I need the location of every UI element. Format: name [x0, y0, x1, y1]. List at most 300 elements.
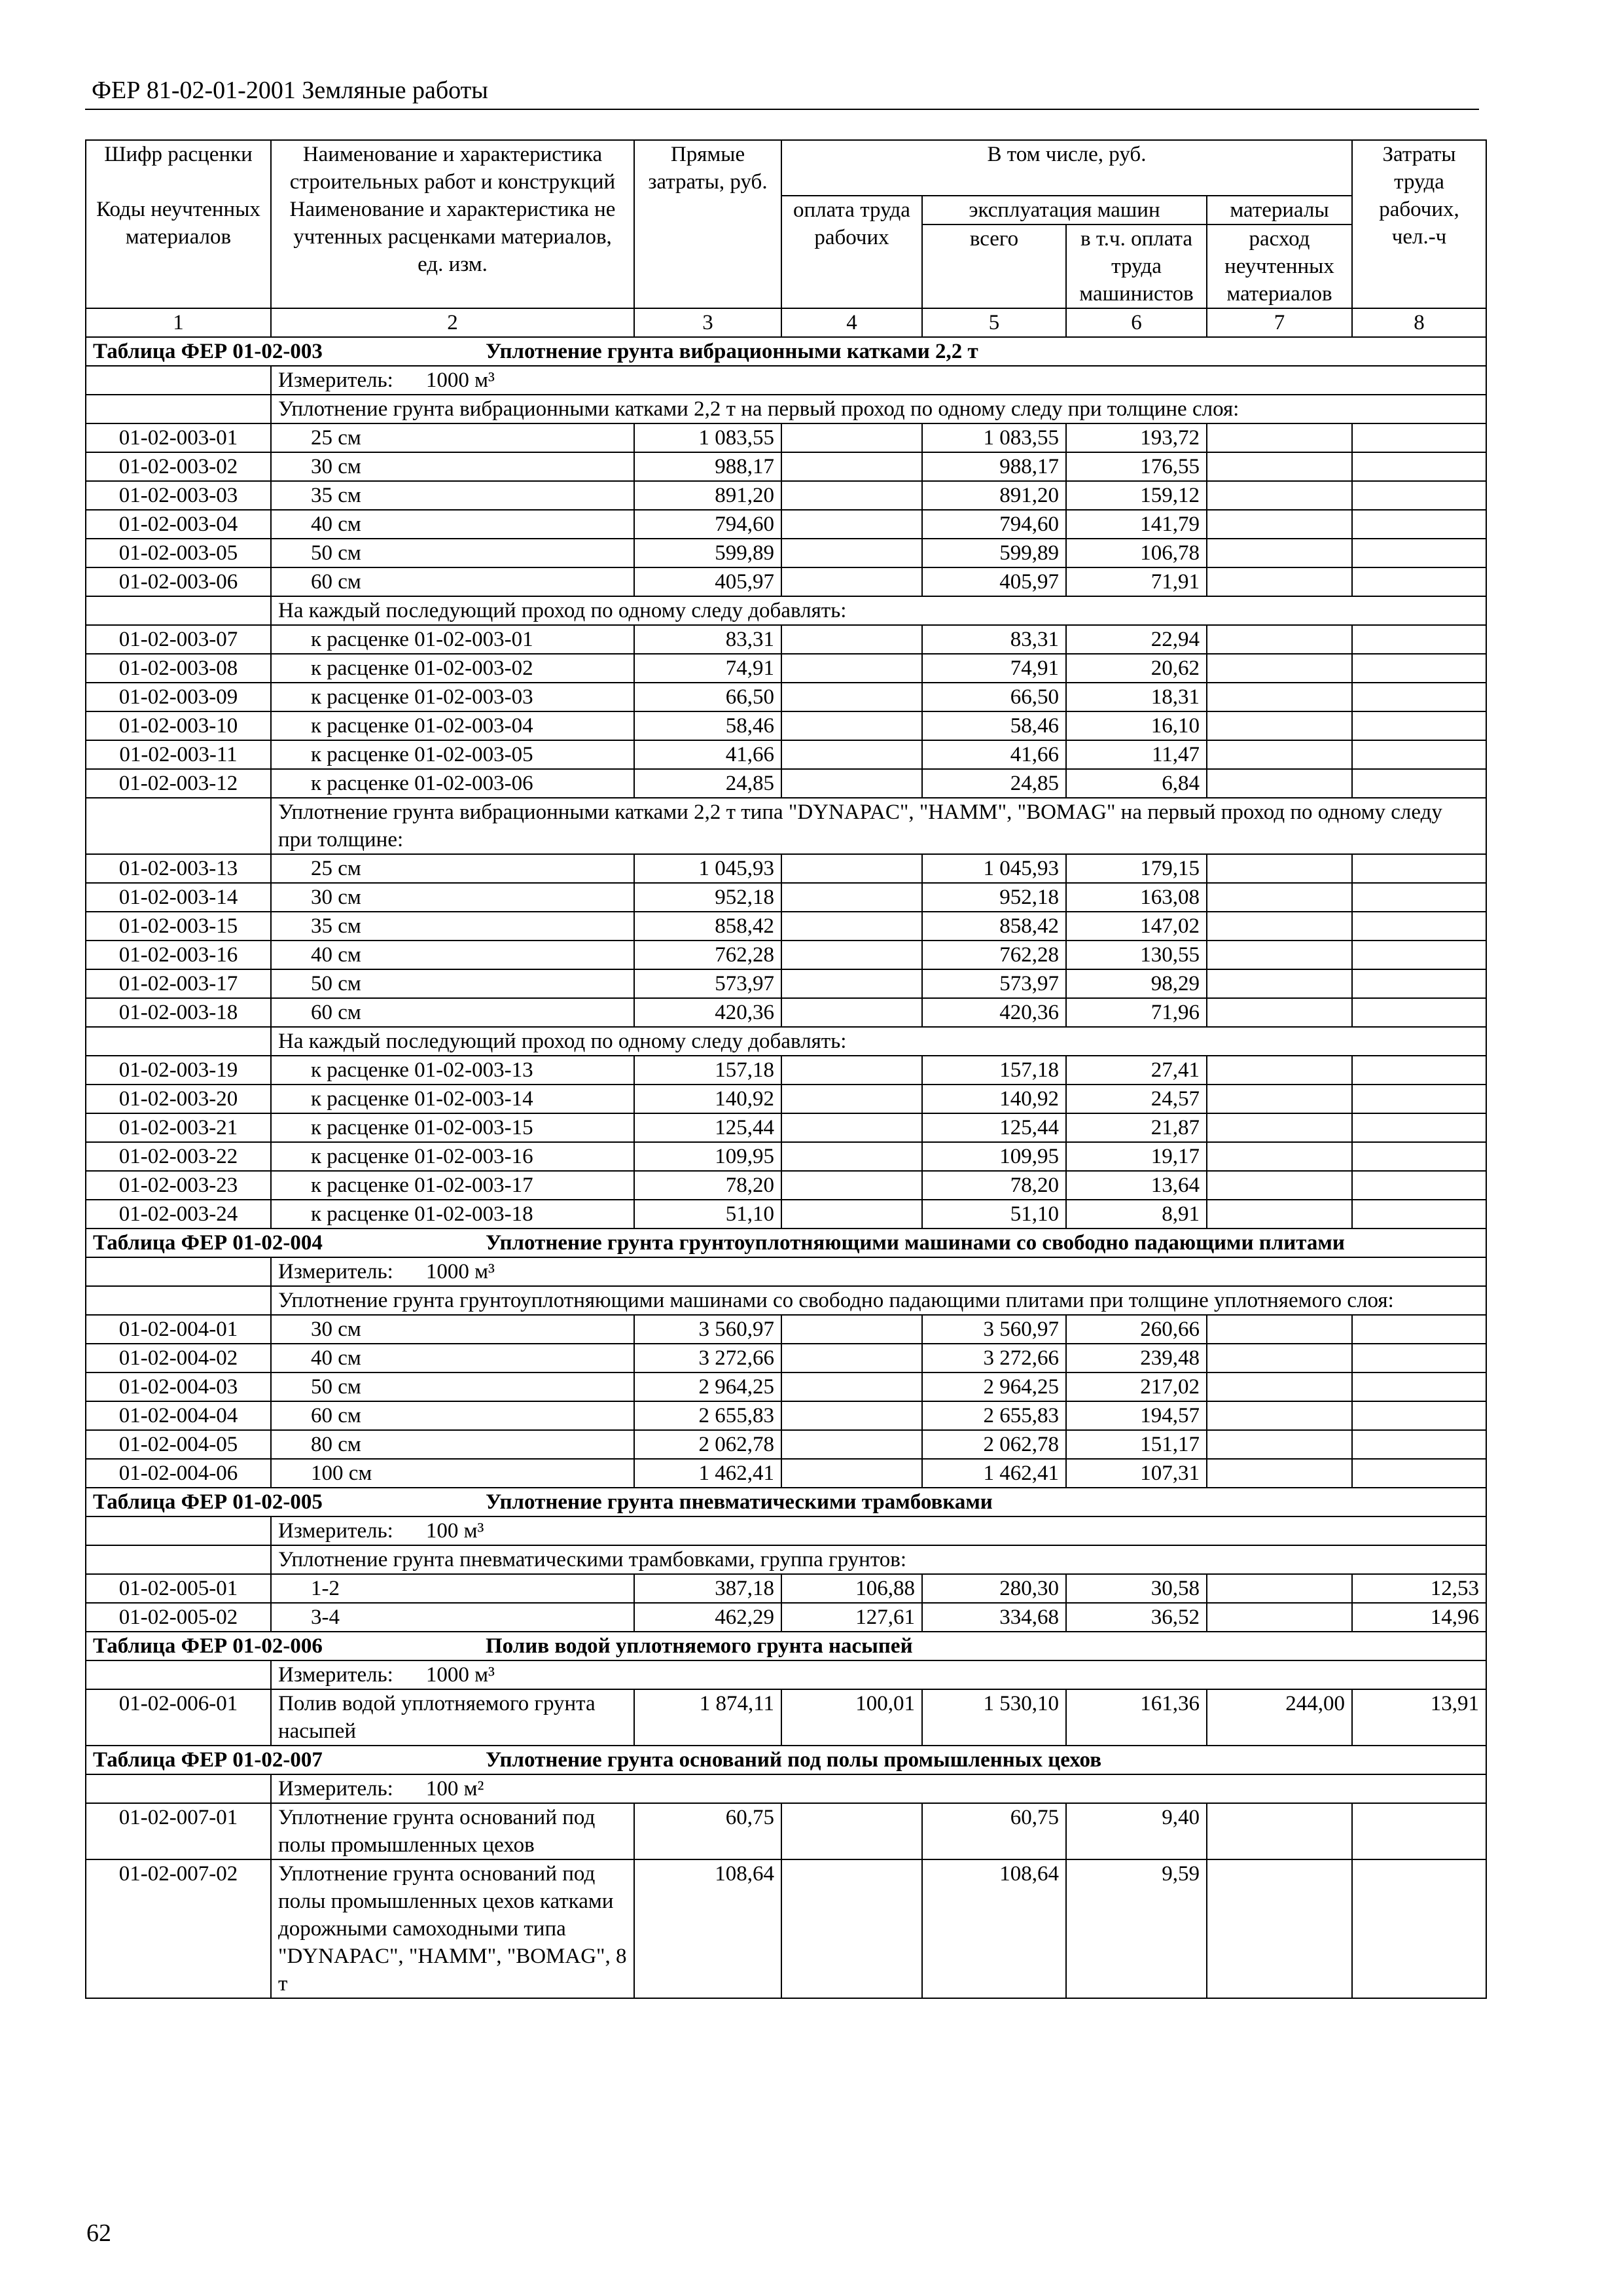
empty-cell — [86, 596, 271, 625]
value-cell-c7 — [1207, 1056, 1352, 1085]
rate-code: 01-02-007-01 — [86, 1803, 271, 1859]
value-cell-c8 — [1352, 740, 1486, 769]
rate-name: к расценке 01-02-003-06 — [271, 769, 634, 798]
value-cell-c3: 140,92 — [634, 1085, 781, 1113]
value-cell-c6: 161,36 — [1066, 1689, 1207, 1746]
rate-code: 01-02-003-10 — [86, 711, 271, 740]
value-cell-c7 — [1207, 1142, 1352, 1171]
empty-cell — [86, 1545, 271, 1574]
table-row — [86, 1344, 1486, 1372]
value-cell-c8: 14,96 — [1352, 1603, 1486, 1632]
value-cell-c7 — [1207, 1372, 1352, 1401]
value-cell-c3: 109,95 — [634, 1142, 781, 1171]
measure-unit — [271, 1660, 1486, 1689]
value-cell-c7 — [1207, 941, 1352, 969]
value-cell-c8 — [1352, 1459, 1486, 1488]
value-cell-c3: 891,20 — [634, 481, 781, 510]
rate-name: 25 см — [271, 423, 634, 452]
value-cell-c4 — [781, 1344, 922, 1372]
value-cell-c7 — [1207, 1603, 1352, 1632]
value-cell-c5: 599,89 — [922, 539, 1066, 567]
value-cell-c6: 11,47 — [1066, 740, 1207, 769]
value-cell-c3: 2 655,83 — [634, 1401, 781, 1430]
header-kody: Коды неучтенных материалов — [86, 196, 271, 308]
rate-code: 01-02-003-24 — [86, 1200, 271, 1229]
rate-name: 40 см — [271, 941, 634, 969]
value-cell-c7 — [1207, 1085, 1352, 1113]
group-caption-row — [86, 1027, 1486, 1056]
value-cell-c7 — [1207, 539, 1352, 567]
rate-name: к расценке 01-02-003-18 — [271, 1200, 634, 1229]
table-row — [86, 539, 1486, 567]
column-number: 4 — [781, 308, 922, 337]
value-cell-c8 — [1352, 1372, 1486, 1401]
section-title — [86, 1632, 1486, 1660]
value-cell-c6: 8,91 — [1066, 1200, 1207, 1229]
value-cell-c3: 66,50 — [634, 683, 781, 711]
value-cell-c7 — [1207, 625, 1352, 654]
value-cell-c6: 9,59 — [1066, 1859, 1207, 1998]
value-cell-c4 — [781, 769, 922, 798]
value-cell-c8 — [1352, 423, 1486, 452]
header-row-2 — [86, 196, 1486, 224]
header-v-tom-chisle: В том числе, руб. — [781, 140, 1352, 196]
value-cell-c8 — [1352, 1430, 1486, 1459]
value-cell-c5: 573,97 — [922, 969, 1066, 998]
table-row — [86, 769, 1486, 798]
value-cell-c8 — [1352, 854, 1486, 883]
value-cell-c6: 106,78 — [1066, 539, 1207, 567]
header-rashod: расход неучтенных материалов — [1207, 224, 1352, 308]
value-cell-c4 — [781, 1401, 922, 1430]
value-cell-c5: 51,10 — [922, 1200, 1066, 1229]
measure-label: Измеритель: — [278, 1777, 393, 1801]
rate-code: 01-02-003-23 — [86, 1171, 271, 1200]
value-cell-c4 — [781, 1200, 922, 1229]
table-row — [86, 1459, 1486, 1488]
rate-code: 01-02-003-01 — [86, 423, 271, 452]
empty-cell — [86, 366, 271, 395]
header-zatraty: Затраты труда рабочих, чел.-ч — [1352, 140, 1486, 308]
value-cell-c7 — [1207, 711, 1352, 740]
value-cell-c3: 762,28 — [634, 941, 781, 969]
column-number: 2 — [271, 308, 634, 337]
value-cell-c3: 74,91 — [634, 654, 781, 683]
value-cell-c3: 1 083,55 — [634, 423, 781, 452]
group-caption: На каждый последующий проход по одному следу добавлять: — [271, 1027, 1486, 1056]
rate-name: 40 см — [271, 1344, 634, 1372]
value-cell-c3: 60,75 — [634, 1803, 781, 1859]
value-cell-c4 — [781, 1142, 922, 1171]
section-table-code: Таблица ФЕР 01-02-003 — [93, 340, 323, 363]
value-cell-c5: 83,31 — [922, 625, 1066, 654]
value-cell-c3: 599,89 — [634, 539, 781, 567]
value-cell-c6: 130,55 — [1066, 941, 1207, 969]
value-cell-c7 — [1207, 481, 1352, 510]
value-cell-c8 — [1352, 1142, 1486, 1171]
section-title-row — [86, 1488, 1486, 1516]
value-cell-c8 — [1352, 539, 1486, 567]
value-cell-c7 — [1207, 1171, 1352, 1200]
table-row — [86, 941, 1486, 969]
section-title — [86, 1488, 1486, 1516]
rate-name: 60 см — [271, 998, 634, 1027]
value-cell-c4: 106,88 — [781, 1574, 922, 1603]
group-caption-row — [86, 596, 1486, 625]
value-cell-c8 — [1352, 452, 1486, 481]
value-cell-c6: 163,08 — [1066, 883, 1207, 912]
rate-code: 01-02-006-01 — [86, 1689, 271, 1746]
value-cell-c5: 140,92 — [922, 1085, 1066, 1113]
header-naim2: Наименование и характеристика не учтенных расценками материалов, ед. изм. — [271, 196, 634, 308]
rate-code: 01-02-003-03 — [86, 481, 271, 510]
rate-code: 01-02-004-03 — [86, 1372, 271, 1401]
value-cell-c3: 78,20 — [634, 1171, 781, 1200]
rate-code: 01-02-004-01 — [86, 1315, 271, 1344]
value-cell-c3: 988,17 — [634, 452, 781, 481]
value-cell-c5: 2 964,25 — [922, 1372, 1066, 1401]
rate-code: 01-02-003-07 — [86, 625, 271, 654]
value-cell-c6: 141,79 — [1066, 510, 1207, 539]
value-cell-c3: 125,44 — [634, 1113, 781, 1142]
value-cell-c8 — [1352, 625, 1486, 654]
header-shifr: Шифр расценки — [86, 140, 271, 196]
value-cell-c7 — [1207, 969, 1352, 998]
table-row — [86, 1372, 1486, 1401]
value-cell-c5: 280,30 — [922, 1574, 1066, 1603]
value-cell-c5: 334,68 — [922, 1603, 1066, 1632]
value-cell-c6: 179,15 — [1066, 854, 1207, 883]
measure-label: Измеритель: — [278, 1260, 393, 1283]
rate-code: 01-02-003-13 — [86, 854, 271, 883]
value-cell-c7 — [1207, 1459, 1352, 1488]
section-table-code: Таблица ФЕР 01-02-007 — [93, 1748, 323, 1772]
value-cell-c7 — [1207, 1401, 1352, 1430]
value-cell-c3: 157,18 — [634, 1056, 781, 1085]
header-vsego: всего — [922, 224, 1066, 308]
rate-name: к расценке 01-02-003-16 — [271, 1142, 634, 1171]
value-cell-c4 — [781, 481, 922, 510]
value-cell-c3: 573,97 — [634, 969, 781, 998]
table-row — [86, 1056, 1486, 1085]
value-cell-c5: 109,95 — [922, 1142, 1066, 1171]
table-row — [86, 625, 1486, 654]
section-title-row — [86, 1746, 1486, 1774]
value-cell-c4 — [781, 941, 922, 969]
value-cell-c4: 100,01 — [781, 1689, 922, 1746]
column-number: 1 — [86, 308, 271, 337]
rate-name: 35 см — [271, 912, 634, 941]
value-cell-c3: 1 874,11 — [634, 1689, 781, 1746]
value-cell-c6: 22,94 — [1066, 625, 1207, 654]
rate-code: 01-02-003-06 — [86, 567, 271, 596]
value-cell-c4 — [781, 1372, 922, 1401]
value-cell-c3: 3 560,97 — [634, 1315, 781, 1344]
empty-cell — [86, 1027, 271, 1056]
rate-code: 01-02-003-02 — [86, 452, 271, 481]
value-cell-c6: 71,96 — [1066, 998, 1207, 1027]
value-cell-c7 — [1207, 423, 1352, 452]
value-cell-c3: 24,85 — [634, 769, 781, 798]
table-row — [86, 1574, 1486, 1603]
value-cell-c5: 1 462,41 — [922, 1459, 1066, 1488]
value-cell-c3: 3 272,66 — [634, 1344, 781, 1372]
value-cell-c5: 58,46 — [922, 711, 1066, 740]
rate-code: 01-02-003-16 — [86, 941, 271, 969]
value-cell-c5: 125,44 — [922, 1113, 1066, 1142]
value-cell-c3: 51,10 — [634, 1200, 781, 1229]
value-cell-c8 — [1352, 1315, 1486, 1344]
value-cell-c5: 2 655,83 — [922, 1401, 1066, 1430]
measure-label: Измеритель: — [278, 1519, 393, 1543]
page-number: 62 — [86, 2219, 111, 2247]
rate-name: 30 см — [271, 452, 634, 481]
value-cell-c8: 12,53 — [1352, 1574, 1486, 1603]
value-cell-c7 — [1207, 912, 1352, 941]
rate-code: 01-02-003-20 — [86, 1085, 271, 1113]
value-cell-c5: 762,28 — [922, 941, 1066, 969]
value-cell-c8 — [1352, 1859, 1486, 1998]
rate-name: к расценке 01-02-003-05 — [271, 740, 634, 769]
value-cell-c5: 74,91 — [922, 654, 1066, 683]
value-cell-c6: 36,52 — [1066, 1603, 1207, 1632]
table-row — [86, 452, 1486, 481]
rate-name: к расценке 01-02-003-02 — [271, 654, 634, 683]
empty-cell — [86, 1286, 271, 1315]
value-cell-c6: 27,41 — [1066, 1056, 1207, 1085]
rate-code: 01-02-003-15 — [86, 912, 271, 941]
value-cell-c6: 24,57 — [1066, 1085, 1207, 1113]
section-title — [86, 1229, 1486, 1257]
measure-unit — [271, 1516, 1486, 1545]
measure-unit-row — [86, 1516, 1486, 1545]
value-cell-c4 — [781, 1803, 922, 1859]
value-cell-c8 — [1352, 567, 1486, 596]
table-row — [86, 1085, 1486, 1113]
value-cell-c5: 405,97 — [922, 567, 1066, 596]
table-row — [86, 1315, 1486, 1344]
table-row — [86, 998, 1486, 1027]
rate-name: 80 см — [271, 1430, 634, 1459]
rate-name: к расценке 01-02-003-01 — [271, 625, 634, 654]
rate-name: 50 см — [271, 1372, 634, 1401]
measure-unit — [271, 1257, 1486, 1286]
table-row — [86, 567, 1486, 596]
value-cell-c6: 107,31 — [1066, 1459, 1207, 1488]
value-cell-c7 — [1207, 883, 1352, 912]
value-cell-c7 — [1207, 1574, 1352, 1603]
table-row — [86, 481, 1486, 510]
table-row — [86, 1859, 1486, 1998]
section-title — [86, 1746, 1486, 1774]
table-row — [86, 1401, 1486, 1430]
rate-name: 50 см — [271, 969, 634, 998]
value-cell-c8 — [1352, 769, 1486, 798]
value-cell-c8 — [1352, 1113, 1486, 1142]
value-cell-c4 — [781, 683, 922, 711]
table-row — [86, 510, 1486, 539]
measure-unit — [271, 366, 1486, 395]
table-row — [86, 1171, 1486, 1200]
value-cell-c4 — [781, 969, 922, 998]
rate-name: 40 см — [271, 510, 634, 539]
measure-unit-row — [86, 1660, 1486, 1689]
value-cell-c6: 16,10 — [1066, 711, 1207, 740]
value-cell-c8 — [1352, 998, 1486, 1027]
rate-code: 01-02-004-04 — [86, 1401, 271, 1430]
rate-code: 01-02-004-05 — [86, 1430, 271, 1459]
value-cell-c5: 1 083,55 — [922, 423, 1066, 452]
value-cell-c5: 1 530,10 — [922, 1689, 1066, 1746]
rate-name: 35 см — [271, 481, 634, 510]
value-cell-c5: 108,64 — [922, 1859, 1066, 1998]
value-cell-c3: 108,64 — [634, 1859, 781, 1998]
value-cell-c6: 176,55 — [1066, 452, 1207, 481]
value-cell-c3: 420,36 — [634, 998, 781, 1027]
rate-name: 60 см — [271, 1401, 634, 1430]
rate-name: 30 см — [271, 1315, 634, 1344]
value-cell-c7 — [1207, 654, 1352, 683]
empty-cell — [86, 1257, 271, 1286]
value-cell-c4: 127,61 — [781, 1603, 922, 1632]
value-cell-c5: 3 272,66 — [922, 1344, 1066, 1372]
value-cell-c5: 794,60 — [922, 510, 1066, 539]
table-row — [86, 1113, 1486, 1142]
value-cell-c7: 244,00 — [1207, 1689, 1352, 1746]
value-cell-c8 — [1352, 711, 1486, 740]
value-cell-c5: 952,18 — [922, 883, 1066, 912]
value-cell-c6: 71,91 — [1066, 567, 1207, 596]
rate-code: 01-02-005-01 — [86, 1574, 271, 1603]
rate-code: 01-02-004-06 — [86, 1459, 271, 1488]
table-row — [86, 969, 1486, 998]
value-cell-c6: 9,40 — [1066, 1803, 1207, 1859]
table-row — [86, 1803, 1486, 1859]
section-title-row — [86, 1632, 1486, 1660]
rate-name: к расценке 01-02-003-14 — [271, 1085, 634, 1113]
measure-label: Измеритель: — [278, 1663, 393, 1687]
rate-code: 01-02-005-02 — [86, 1603, 271, 1632]
value-cell-c7 — [1207, 998, 1352, 1027]
table-row — [86, 683, 1486, 711]
header-pryamye: Прямые затраты, руб. — [634, 140, 781, 308]
value-cell-c5: 41,66 — [922, 740, 1066, 769]
table-row — [86, 883, 1486, 912]
measure-value: 1000 м³ — [425, 1663, 495, 1687]
value-cell-c4 — [781, 423, 922, 452]
rate-code: 01-02-004-02 — [86, 1344, 271, 1372]
value-cell-c4 — [781, 854, 922, 883]
header-rule — [85, 109, 1479, 110]
group-caption-row — [86, 395, 1486, 423]
rate-name: к расценке 01-02-003-04 — [271, 711, 634, 740]
value-cell-c4 — [781, 452, 922, 481]
table-row — [86, 654, 1486, 683]
rate-code: 01-02-003-14 — [86, 883, 271, 912]
measure-value: 100 м² — [425, 1777, 484, 1801]
value-cell-c8 — [1352, 1171, 1486, 1200]
value-cell-c5: 3 560,97 — [922, 1315, 1066, 1344]
table-row — [86, 1200, 1486, 1229]
rate-code: 01-02-003-08 — [86, 654, 271, 683]
empty-cell — [86, 1774, 271, 1803]
value-cell-c3: 405,97 — [634, 567, 781, 596]
column-number: 8 — [1352, 308, 1486, 337]
value-cell-c5: 157,18 — [922, 1056, 1066, 1085]
value-cell-c7 — [1207, 854, 1352, 883]
rate-name: к расценке 01-02-003-13 — [271, 1056, 634, 1085]
rate-code: 01-02-007-02 — [86, 1859, 271, 1998]
value-cell-c4 — [781, 998, 922, 1027]
rate-name: Уплотнение грунта оснований под полы промышленных цехов катками дорожными самоходными типа "DYNAPAC", "HAMM", "BOMAG", 8 т — [271, 1859, 634, 1998]
value-cell-c7 — [1207, 1315, 1352, 1344]
value-cell-c8 — [1352, 1056, 1486, 1085]
value-cell-c6: 20,62 — [1066, 654, 1207, 683]
column-number: 3 — [634, 308, 781, 337]
value-cell-c7 — [1207, 567, 1352, 596]
rate-code: 01-02-003-11 — [86, 740, 271, 769]
measure-unit-row — [86, 1774, 1486, 1803]
rate-code: 01-02-003-09 — [86, 683, 271, 711]
value-cell-c5: 66,50 — [922, 683, 1066, 711]
value-cell-c6: 6,84 — [1066, 769, 1207, 798]
rate-code: 01-02-003-17 — [86, 969, 271, 998]
value-cell-c8 — [1352, 1803, 1486, 1859]
table-row — [86, 711, 1486, 740]
value-cell-c8 — [1352, 1085, 1486, 1113]
value-cell-c6: 151,17 — [1066, 1430, 1207, 1459]
group-caption: Уплотнение грунта вибрационными катками 2,2 т на первый проход по одному следу при толщине слоя: — [271, 395, 1486, 423]
header-oplata: оплата труда рабочих — [781, 196, 922, 308]
value-cell-c8: 13,91 — [1352, 1689, 1486, 1746]
value-cell-c8 — [1352, 1401, 1486, 1430]
rate-name: 60 см — [271, 567, 634, 596]
value-cell-c5: 60,75 — [922, 1803, 1066, 1859]
value-cell-c5: 78,20 — [922, 1171, 1066, 1200]
group-caption: Уплотнение грунта вибрационными катками 2,2 т типа "DYNAPAC", "HAMM", "BOMAG" на первый проход по одному следу при толщине: — [271, 798, 1486, 854]
value-cell-c5: 24,85 — [922, 769, 1066, 798]
value-cell-c5: 2 062,78 — [922, 1430, 1066, 1459]
column-number: 7 — [1207, 308, 1352, 337]
value-cell-c3: 83,31 — [634, 625, 781, 654]
rate-code: 01-02-003-18 — [86, 998, 271, 1027]
value-cell-c7 — [1207, 1113, 1352, 1142]
rate-code: 01-02-003-04 — [86, 510, 271, 539]
table-row — [86, 912, 1486, 941]
value-cell-c6: 239,48 — [1066, 1344, 1207, 1372]
section-title-row — [86, 337, 1486, 366]
rate-code: 01-02-003-22 — [86, 1142, 271, 1171]
value-cell-c6: 194,57 — [1066, 1401, 1207, 1430]
value-cell-c6: 13,64 — [1066, 1171, 1207, 1200]
rate-name: 30 см — [271, 883, 634, 912]
value-cell-c4 — [781, 510, 922, 539]
rate-code: 01-02-003-05 — [86, 539, 271, 567]
value-cell-c3: 794,60 — [634, 510, 781, 539]
table-row — [86, 1689, 1486, 1746]
empty-cell — [86, 395, 271, 423]
value-cell-c4 — [781, 1315, 922, 1344]
value-cell-c3: 1 045,93 — [634, 854, 781, 883]
measure-unit-row — [86, 1257, 1486, 1286]
value-cell-c3: 858,42 — [634, 912, 781, 941]
value-cell-c4 — [781, 711, 922, 740]
value-cell-c3: 1 462,41 — [634, 1459, 781, 1488]
value-cell-c5: 858,42 — [922, 912, 1066, 941]
value-cell-c7 — [1207, 740, 1352, 769]
measure-value: 100 м³ — [425, 1519, 484, 1543]
header-row-1 — [86, 140, 1486, 196]
